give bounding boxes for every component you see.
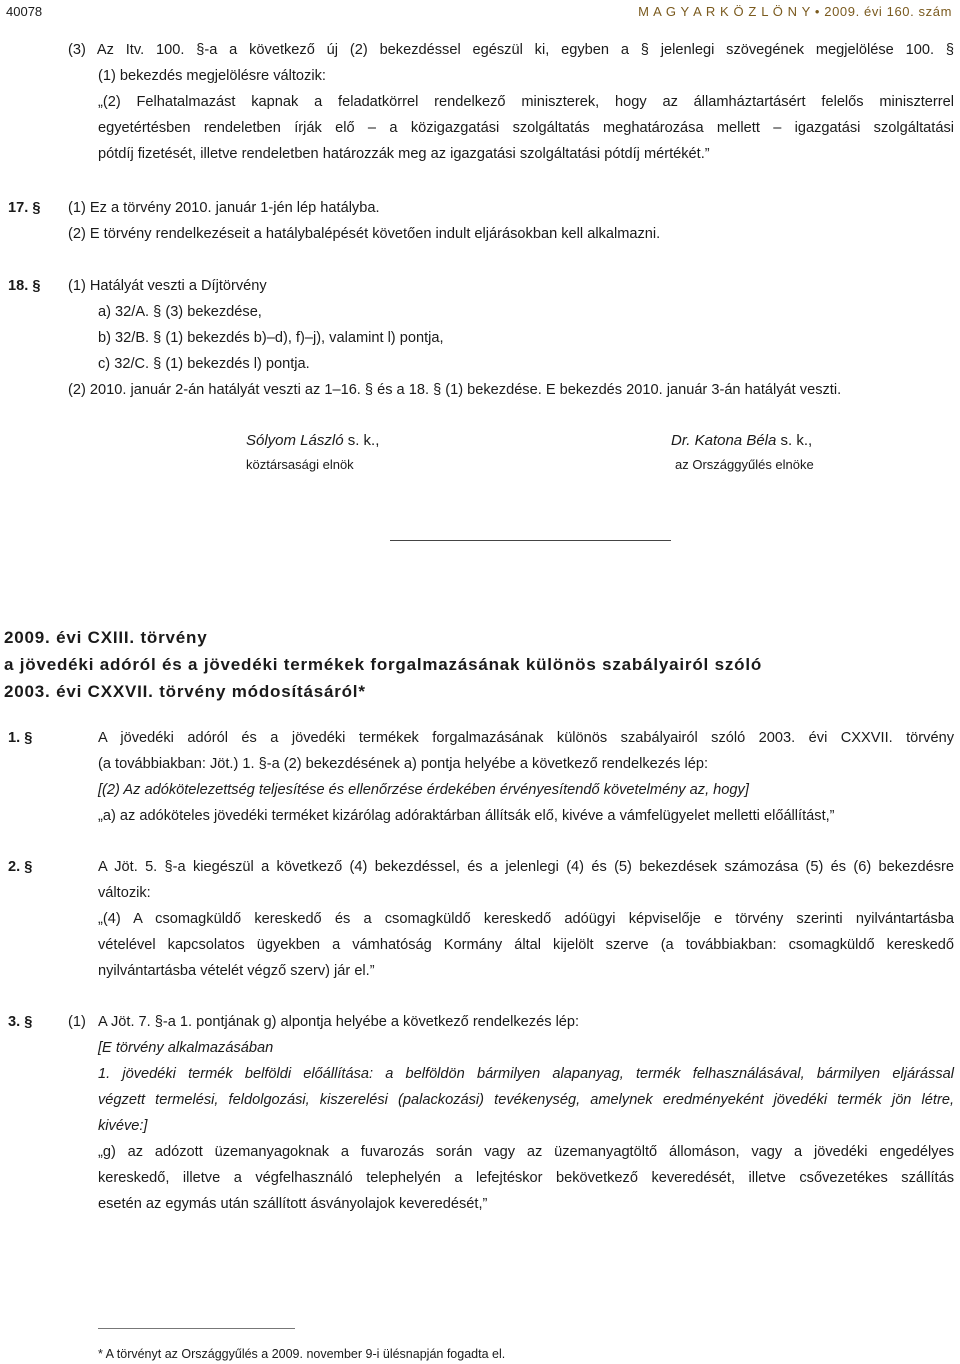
text-line: „(4) A csomagküldő kereskedő és a csomagküldő kereskedő adóügyi képviselője e törvény szerinti nyilvántartásba <box>98 911 954 927</box>
text-line: (1) Ez a törvény 2010. január 1-jén lép hatályba. <box>68 200 380 216</box>
section-2-body <box>98 854 954 984</box>
signature-suffix: s. k., <box>776 432 813 449</box>
footnote-rule <box>98 1328 295 1329</box>
sec16-paragraph-3 <box>68 37 954 167</box>
section-18-number: 18. § <box>8 278 41 294</box>
text-line: egyetértésben rendeletben írják elő – a közigazgatási szolgáltatás meghatározása mellett – igazgatási szolgáltatási <box>98 120 954 136</box>
text-line: 1. jövedéki termék belföldi előállítása: a belföldön bármilyen alapanyag, termék felhasználásával, bármilyen eljárással <box>98 1066 954 1082</box>
text-line: kivéve:] <box>98 1118 148 1134</box>
text-line: [(2) Az adókötelezettség teljesítése és ellenőrzése érdekében érvényesítendő követelmény az, hogy] <box>98 782 749 798</box>
list-item: b) 32/B. § (1) bekezdés b)–d), f)–j), valamint l) pontja, <box>98 330 444 346</box>
text-line: „a) az adóköteles jövedéki terméket kizárólag adóraktárban állítsák elő, kivéve a vámfelügyelet melletti előállítást,” <box>98 808 835 824</box>
section-17-number: 17. § <box>8 200 41 216</box>
gazette-header: M A G Y A R K Ö Z L Ö N Y • 2009. évi 160. szám <box>638 4 952 19</box>
list-item: c) 32/C. § (1) bekezdés l) pontja. <box>98 356 310 372</box>
law-title-line: 2009. évi CXIII. törvény <box>4 628 208 647</box>
text-line: végzett termelési, feldolgozási, kiszerelési (palackozási) tevékenység, amelynek eredményeként jövedéki termék jön létre, <box>98 1092 954 1108</box>
page-number: 40078 <box>6 4 43 19</box>
text-line: (2) E törvény rendelkezéseit a hatálybalépését követően indult eljárásokban kell alkalmazni. <box>68 226 661 242</box>
text-line: vételével kapcsolatos ügyekben a vámhatóság Kormány által kijelölt szerve (a továbbiakban: csomagküldő kereskedő <box>98 937 954 953</box>
text-line: pótdíj fizetését, illetve rendeletben határozzák meg az igazgatási szolgáltatási pótdíj mértékét.” <box>98 146 710 162</box>
text-line: [E törvény alkalmazásában <box>98 1040 274 1056</box>
signature-left <box>246 432 379 449</box>
text-line: A jövedéki adóról és a jövedéki termékek forgalmazásának különös szabályairól szóló 2003. évi CXXVII. törvény <box>98 730 954 746</box>
text-line: nyilvántartásba vételét végző szerv) jár el.” <box>98 963 375 979</box>
text-line: kereskedő, illetve a végfelhasználó telephelyén a lefejtéskor bekövetkező keveredését, illetve csővezetékes szállítás <box>98 1170 954 1186</box>
section-1-body <box>98 725 954 829</box>
text-line: A Jöt. 5. §-a kiegészül a következő (4) bekezdéssel, és a jelenlegi (4) és (5) bekezdések számozása (5) és (6) bekezdésre <box>98 859 954 875</box>
text-line: „(2) Felhatalmazást kapnak a feladatkörrel rendelkező miniszterek, hogy az államháztartásért felelős miniszterrel <box>98 94 954 110</box>
law-title-line: a jövedéki adóról és a jövedéki termékek forgalmazásának különös szabályairól szóló <box>4 655 763 674</box>
law-title-line: 2003. évi CXXVII. törvény módosításáról* <box>4 682 366 701</box>
signatory-role: köztársasági elnök <box>246 457 354 472</box>
list-item: a) 32/A. § (3) bekezdése, <box>98 304 262 320</box>
signature-suffix: s. k., <box>343 432 380 449</box>
text-line: A Jöt. 7. §-a 1. pontjának g) alpontja helyébe a következő rendelkezés lép: <box>98 1014 580 1030</box>
signature-right <box>671 432 812 449</box>
section-1-number: 1. § <box>8 730 33 746</box>
section-3-paragraph-number: (1) <box>68 1014 86 1030</box>
section-3-number: 3. § <box>8 1014 33 1030</box>
text-line: változik: <box>98 885 151 901</box>
text-line: (2) 2010. január 2-án hatályát veszti az 1–16. § és a 18. § (1) bekezdése. E bekezdés 2010. január 3-án hatályát veszti. <box>68 382 842 398</box>
signatory-role: az Országgyűlés elnöke <box>675 457 814 472</box>
text-line: (3) Az Itv. 100. §-a a következő új (2) bekezdéssel egészül ki, egyben a § jelenlegi szövegének megjelölése 100. § <box>68 42 954 58</box>
section-3-body <box>98 1009 954 1217</box>
signatory-name: Dr. Katona Béla <box>671 432 777 449</box>
text-line: (1) bekezdés megjelölésre változik: <box>98 68 326 84</box>
section-17-body <box>68 195 660 247</box>
signatory-name: Sólyom László <box>246 432 344 449</box>
separator-rule <box>390 540 671 541</box>
text-line: „g) az adózott üzemanyagoknak a fuvarozás során vagy az üzemanyagtöltő állomáson, vagy a jövedéki engedélyes <box>98 1144 954 1160</box>
section-2-number: 2. § <box>8 859 33 875</box>
text-line: esetén az egymás után szállított ásványolajok keveredését,” <box>98 1196 488 1212</box>
section-18-body <box>68 273 841 403</box>
text-line: (1) Hatályát veszti a Díjtörvény <box>68 278 267 294</box>
law-title <box>4 624 762 705</box>
footnote: * A törvényt az Országgyűlés a 2009. november 9-i ülésnapján fogadta el. <box>98 1347 506 1361</box>
text-line: (a továbbiakban: Jöt.) 1. §-a (2) bekezdésének a) pontja helyébe a következő rendelkezés lép: <box>98 756 709 772</box>
